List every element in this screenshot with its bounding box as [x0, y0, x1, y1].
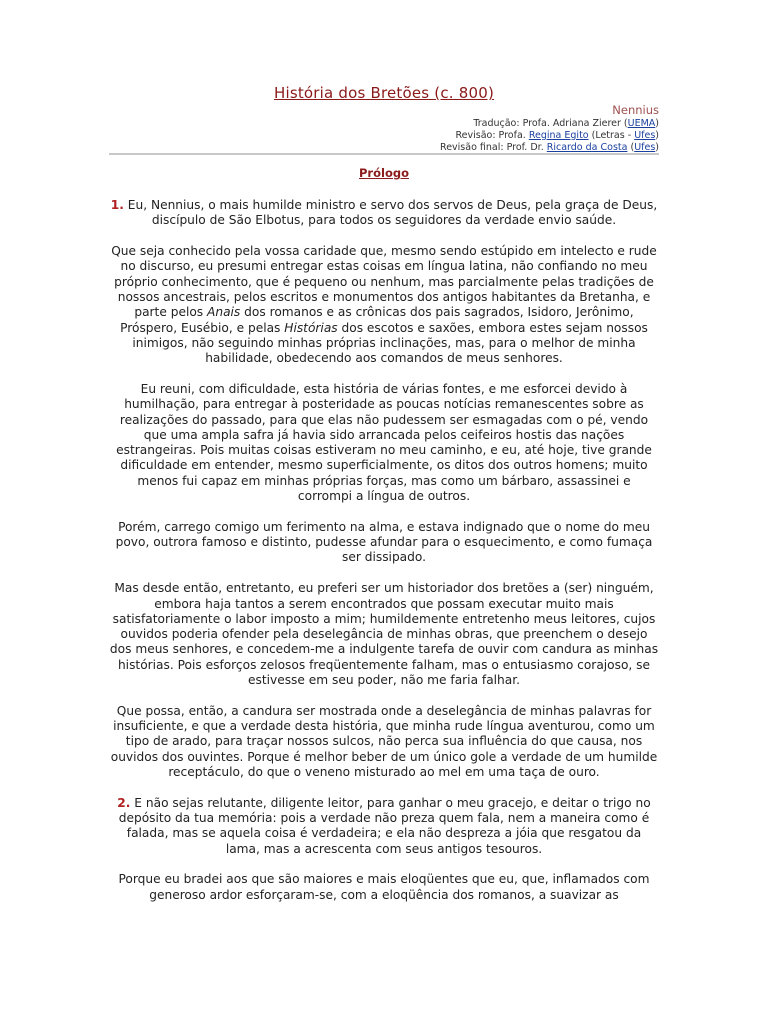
translation-close: ) [655, 118, 659, 129]
final-mid: ( [627, 142, 635, 153]
translation-label: Tradução: Profa. Adriana Zierer ( [473, 118, 628, 129]
paragraph-7 [109, 796, 659, 857]
final-close: ) [655, 142, 659, 153]
paragraph-number: 1. [110, 198, 124, 212]
paragraph-text: Eu, Nennius, o mais humilde ministro e servo dos servos de Deus, pela graça de Deus, discípulo de São Elbotus, para todos os seguidores da verdade envio saúde. [123, 198, 658, 228]
revision-close: ) [655, 130, 659, 141]
paragraph-4: Porém, carrego comigo um ferimento na alma, e estava indignado que o nome do meu povo, outrora famoso e distinto, pudesse afundar para o esquecimento, e como fumaça ser dissipado. [115, 519, 653, 565]
paragraph-6: Que possa, então, a candura ser mostrada onde a deselegância de minhas palavras for insuficiente, e que a verdade desta história, que minha rude língua aventurou, como um tipo de arado, para traçar nossos sulcos, não perca sua influência do que causa, nos ouvidos dos ouvintes. Porque é melhor beber de um único gole a verdade de um humilde receptáculo, do que o veneno misturado ao mel em uma taça de ouro. [110, 703, 658, 779]
ufes-link-revision[interactable]: Ufes [634, 130, 656, 141]
ricardo-da-costa-link[interactable]: Ricardo da Costa [546, 142, 628, 153]
translation-credit [440, 118, 659, 130]
revision-credit [440, 130, 659, 142]
paragraph-number: 2. [117, 795, 131, 810]
revision-mid: (Letras - [588, 130, 635, 141]
document-body [109, 198, 659, 919]
section-heading: Prólogo [359, 166, 409, 180]
page-title: História dos Bretões (c. 800) [273, 84, 495, 102]
final-label: Revisão final: Prof. Dr. [440, 142, 547, 153]
paragraph-text: dos escotos e saxões, embora estes sejam nossos inimigos, não seguindo minhas próprias inclinações, mas, para o melhor de minha habilidade, obedecendo aos comandos de meus senhores. [132, 320, 648, 366]
regina-egito-link[interactable]: Regina Egito [528, 130, 589, 141]
italic-historias: Histórias [284, 320, 338, 335]
paragraph-text: dos romanos e as crônicas dos pais sagrados, Isidoro, Jerônimo, Próspero, Eusébio, e pelas [120, 305, 634, 335]
paragraph-1 [109, 198, 659, 229]
revision-label: Revisão: Profa. [455, 130, 529, 141]
author-name: Nennius [612, 103, 659, 117]
paragraph-3: Eu reuni, com dificuldade, esta história de várias fontes, e me esforcei devido à humilhação, para entregar à posteridade as poucas notícias remanescentes sobre as realizações do passado, para que elas não pudessem ser esmagadas com o pé, vendo que uma ampla safra já havia sido arrancada pelos ceifeiros hostis das nações estrangeiras. Pois muitas coisas estiveram no meu caminho, e eu, até hoje, tive grande dificuldade em entender, mesmo superficialmente, os ditos dos outros homens; muito menos fui capaz em minhas próprias forças, mas como um bárbaro, assassinei e corrompi a língua de outros. [116, 381, 652, 504]
paragraph-5: Mas desde então, entretanto, eu preferi ser um historiador dos bretões a (ser) ninguém, embora haja tantos a serem encontrados que possam executar muito mais satisfatoriamente o labor imposto a mim; humildemente entretenho meus leitores, cujos ouvidos poderia ofender pela deselegância de minhas obras, que preenchem o desejo dos meus senhores, e concedem-me a indulgente tarefa de ouvir com candura as minhas histórias. Pois esforços zelosos freqüentemente falham, mas o entusiasmo corajoso, se estivesse em seu poder, não me faria falhar. [109, 581, 659, 688]
credits-block [440, 118, 659, 154]
ufes-link-final[interactable]: Ufes [634, 142, 656, 153]
header-divider [109, 153, 659, 155]
italic-anais: Anais [207, 305, 241, 320]
paragraph-text: E não sejas relutante, diligente leitor, para ganhar o meu gracejo, e deitar o trigo no depósito da tua memória: pois a verdade não preza quem fala, nem a maneira como é falada, mas se aquela coisa é verdadeira; e ela não despreza a jóia que resgatou da lama, mas a acrescenta com seus antigos tesouros. [118, 795, 651, 856]
paragraph-2 [109, 244, 659, 366]
uema-link[interactable]: UEMA [627, 118, 656, 129]
paragraph-text: Que seja conhecido pela vossa caridade que, mesmo sendo estúpido em intelecto e rude no discurso, eu presumi entregar estas coisas em língua latina, não confiando no meu próprio conhecimento, que é pequeno ou nenhum, mas parcialmente pelas tradições de nossos ancestrais, pelos escritos e monumentos dos antigos habitantes da Bretanha, e parte pelos [111, 244, 657, 320]
paragraph-8: Porque eu bradei aos que são maiores e mais eloqüentes que eu, que, inflamados com generoso ardor esforçaram-se, com a eloqüência dos romanos, a suavizar as [118, 872, 650, 902]
